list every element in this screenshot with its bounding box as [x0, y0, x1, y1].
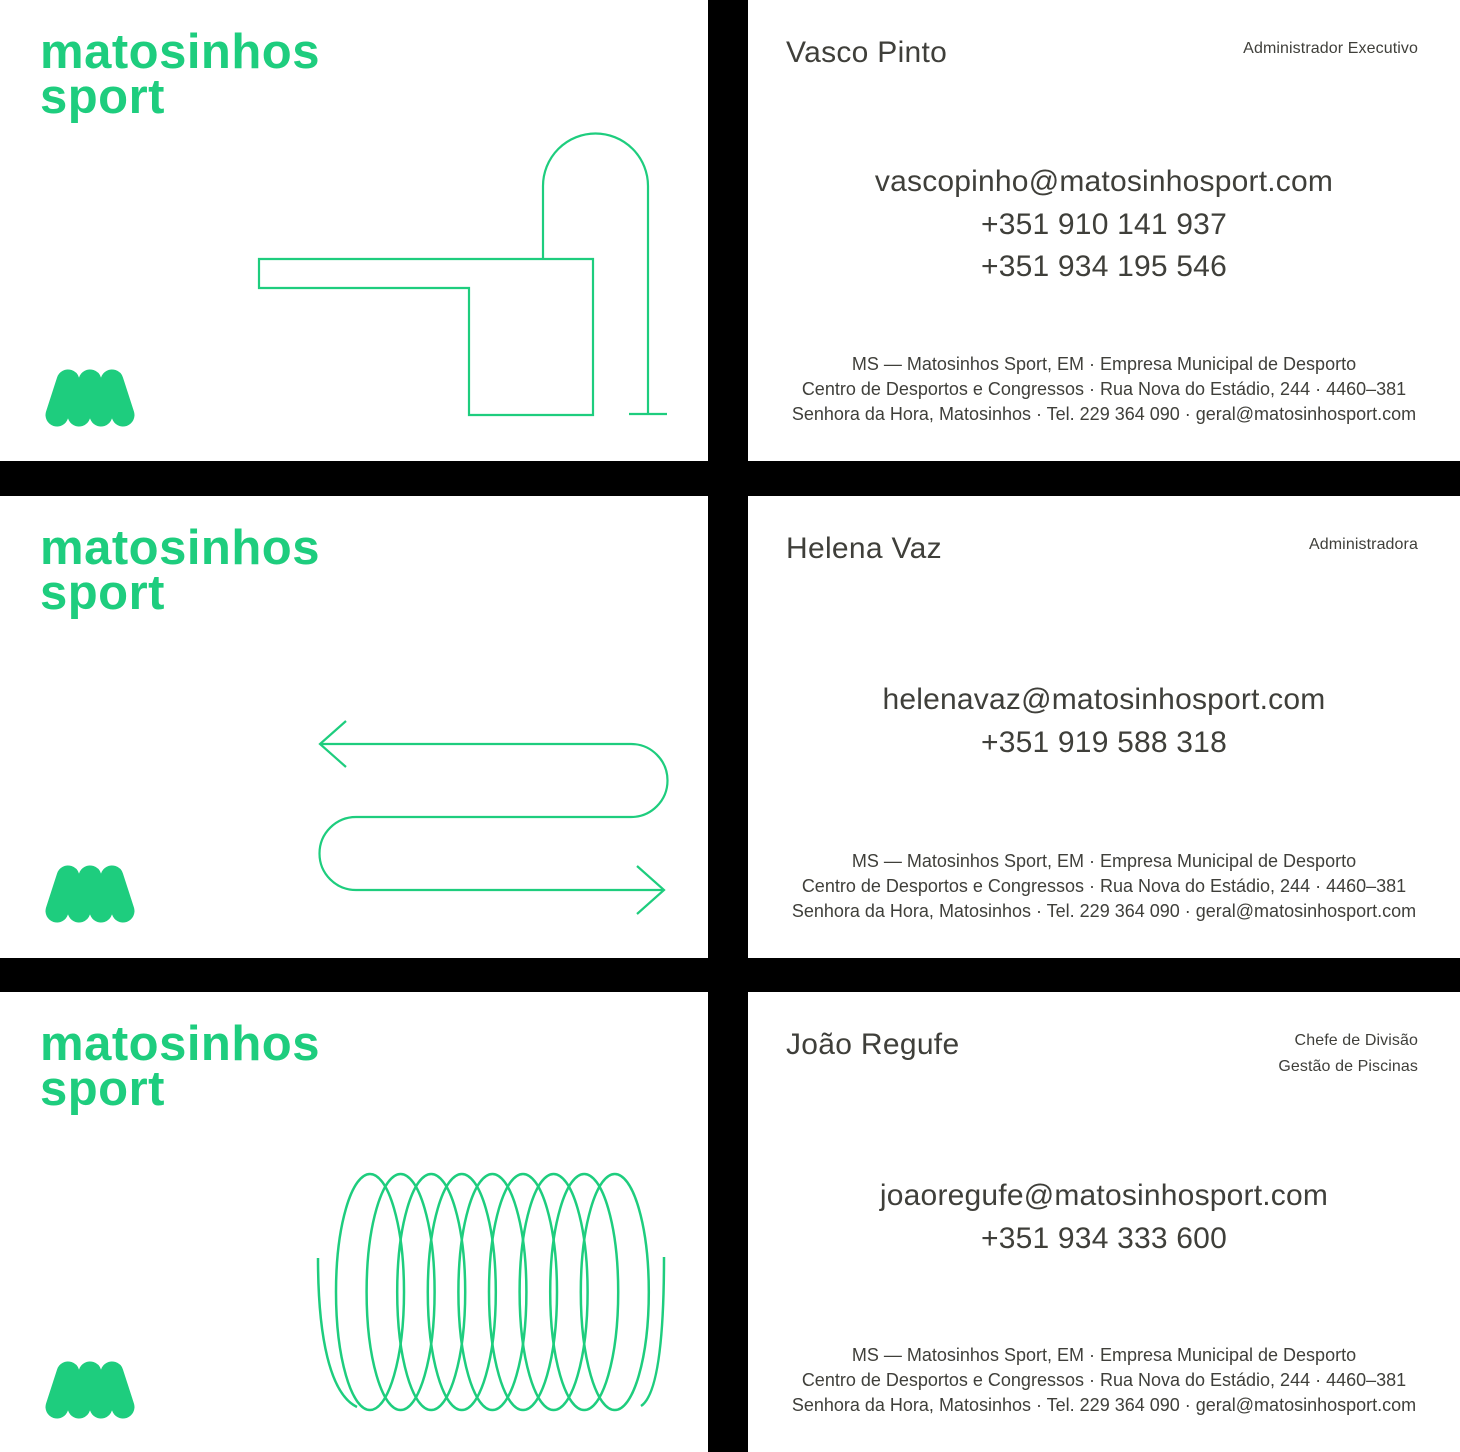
person-name: Helena Vaz [786, 532, 942, 565]
contact-block [748, 161, 1460, 289]
footer-line2: Centro de Desportos e Congressos · Rua Nova do Estádio, 244 · 4460–381 [801, 1370, 1407, 1390]
person-name: João Regufe [786, 1028, 960, 1061]
mm-monogram-icon [44, 864, 136, 924]
company-footer [748, 1343, 1460, 1418]
brand-logo-line1: matosinhos [40, 25, 320, 79]
contact-block [748, 679, 1460, 764]
footer-line3: Senhora da Hora, Matosinhos · Tel. 229 364 090 · geral@matosinhosport.com [791, 404, 1417, 424]
person-role-line: Gestão de Piscinas [1278, 1058, 1418, 1075]
footer-line3: Senhora da Hora, Matosinhos · Tel. 229 364 090 · geral@matosinhosport.com [791, 1395, 1417, 1415]
brand-logo-line2: sport [40, 70, 165, 124]
company-footer [748, 352, 1460, 427]
person-role-line: Administrador Executivo [1243, 40, 1418, 57]
phone-text: +351 934 195 546 [981, 250, 1227, 283]
contact-block [748, 1175, 1460, 1260]
person-role [1243, 36, 1418, 62]
email-text: helenavaz@matosinhosport.com [882, 683, 1326, 716]
footer-line2: Centro de Desportos e Congressos · Rua Nova do Estádio, 244 · 4460–381 [801, 379, 1407, 399]
email-text: joaoregufe@matosinhosport.com [879, 1179, 1329, 1212]
footer-line1: MS — Matosinhos Sport, EM · Empresa Municipal de Desporto [851, 1345, 1357, 1365]
email-text: vascopinho@matosinhosport.com [874, 165, 1334, 198]
card-back-row1 [748, 0, 1460, 461]
person-role [1309, 532, 1418, 558]
mm-monogram-icon [44, 1360, 136, 1420]
card-front-row1 [0, 0, 708, 461]
card-back-row3 [748, 992, 1460, 1452]
card-front-row2 [0, 496, 708, 958]
footer-line3: Senhora da Hora, Matosinhos · Tel. 229 364 090 · geral@matosinhosport.com [791, 901, 1417, 921]
footer-line1: MS — Matosinhos Sport, EM · Empresa Municipal de Desporto [851, 851, 1357, 871]
brand-logo-line1: matosinhos [40, 1017, 320, 1071]
phone-text: +351 934 333 600 [981, 1221, 1227, 1255]
person-role-line: Administradora [1308, 536, 1418, 553]
brand-logo-line2: sport [40, 1062, 165, 1116]
mm-monogram-icon [44, 368, 136, 428]
brand-logo-line2: sport [40, 566, 165, 620]
person-role-line: Chefe de Divisão [1294, 1032, 1418, 1049]
phone-text: +351 919 588 318 [981, 725, 1227, 759]
footer-line2: Centro de Desportos e Congressos · Rua Nova do Estádio, 244 · 4460–381 [801, 876, 1407, 896]
card-back-row2 [748, 496, 1460, 958]
card-front-row3 [0, 992, 708, 1452]
phone-text: +351 910 141 937 [981, 207, 1227, 241]
person-name: Vasco Pinto [786, 36, 948, 69]
person-role [1278, 1028, 1418, 1080]
brand-logo-line1: matosinhos [40, 521, 320, 575]
footer-line1: MS — Matosinhos Sport, EM · Empresa Municipal de Desporto [851, 354, 1357, 374]
company-footer [748, 849, 1460, 924]
